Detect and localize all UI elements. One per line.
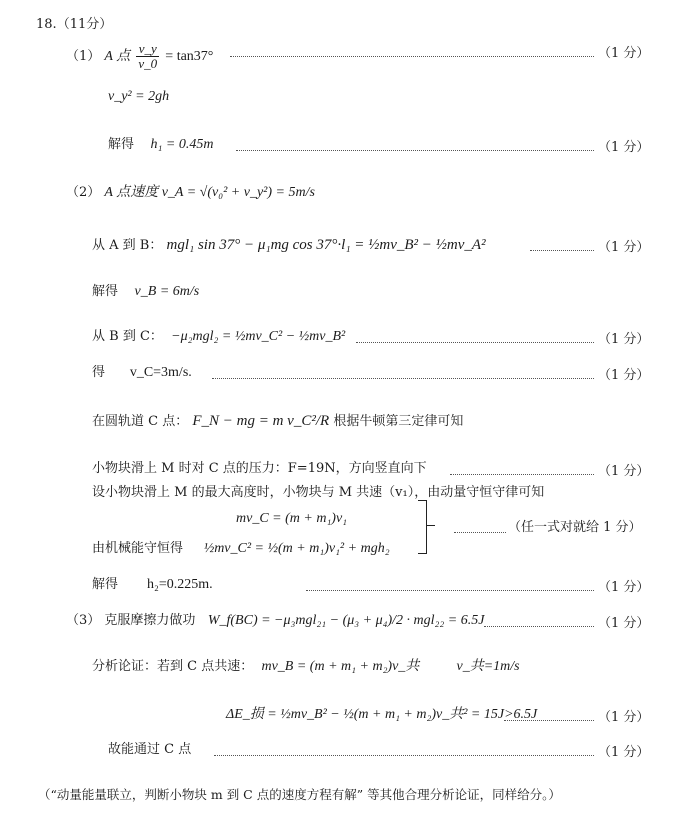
pressure-line: 小物块滑上 M 时对 C 点的压力：F=19N，方向竖直向下 [92,461,427,476]
score-mark: （1 分） [598,240,650,255]
leader-dots [504,720,594,721]
score-mark: （1 分） [598,710,650,725]
right-brace [418,500,427,554]
part1-tan-line: （1） A 点 $\frac{v\_y}{v\_0}$ = tan37° [66,41,214,71]
score-mark: （1 分） [598,332,650,347]
leader-dots [454,532,506,533]
momentum-equation: mv_C = (m + m₁)v₁ [236,511,348,526]
leader-dots [214,755,594,756]
score-mark: （1 分） [598,140,650,155]
conclusion-line: 故能通过 C 点 [108,742,192,757]
part2-speed-line: （2） A 点速度 v_A = √(v₀² + v_y²) = 5m/s [66,185,315,200]
score-mark: （1 分） [598,616,650,631]
leader-dots [306,590,594,591]
circle-track-line: 在圆轨道 C 点： F_N − mg = m v_C²/R 根据牛顿第三定律可知 [92,413,464,429]
leader-dots [450,474,594,475]
brace-tip [427,525,435,526]
score-mark: （1 分） [598,580,650,595]
vc-result-line: 得 v_C=3m/s. [92,365,192,380]
h2-result-line: 解得 h₂=0.225m. [92,577,213,592]
either-equation-note: （任一式对就给 1 分） [508,520,642,535]
vy-squared-equation: v_y² = 2gh [108,89,170,104]
energy-line: 由机械能守恒得 ½mv_C² = ½(m + m₁)v₁² + mgh₂ [92,541,390,556]
solve-h1-line: 解得 h₁ = 0.45m [108,137,214,152]
leader-dots [530,250,594,251]
vb-result-line: 解得 v_B = 6m/s [92,284,200,299]
score-mark: （1 分） [598,368,650,383]
score-mark: （1 分） [598,745,650,760]
energy-loss-line: ΔE_损 = ½mv_B² − ½(m + m₁ + m₂)v_共² = 15J>6.5J [226,707,538,722]
leader-dots [212,378,594,379]
analysis-line: 分析论证：若到 C 点共速： mv_B = (m + m₁ + m₂)v_共 v_共=1m/s [92,659,520,674]
b-to-c-line: 从 B 到 C： −μ₂mgl₂ = ½mv_C² − ½mv_B² [92,329,346,344]
question-number: 18.（11分） [36,17,113,32]
leader-dots [236,150,594,151]
leader-dots [484,626,594,627]
footer-note: （“动量能量联立，判断小物块 m 到 C 点的速度方程有解” 等其他合理分析论证，同样给分。） [38,787,561,802]
vy-over-v0-fraction: $\frac{v\_y}{v\_0}$ [138,41,158,71]
score-mark: （1 分） [598,464,650,479]
score-mark: （1 分） [598,46,650,61]
a-to-b-line: 从 A 到 B： mgl₁ sin 37° − μ₁mg cos 37°·l₁ = ½mv_B² − ½mv_A² [92,237,486,253]
friction-work-line: （3） 克服摩擦力做功 W_f(BC) = −μ₃mgl₂₁ − (μ₃ + μ₄)/2 · mgl₂₂ = 6.5J [66,613,485,628]
max-height-line: 设小物块滑上 M 的最大高度时，小物块与 M 共速（v₁），由动量守恒守律可知 [92,485,545,500]
leader-dots [230,56,594,57]
leader-dots [356,342,594,343]
